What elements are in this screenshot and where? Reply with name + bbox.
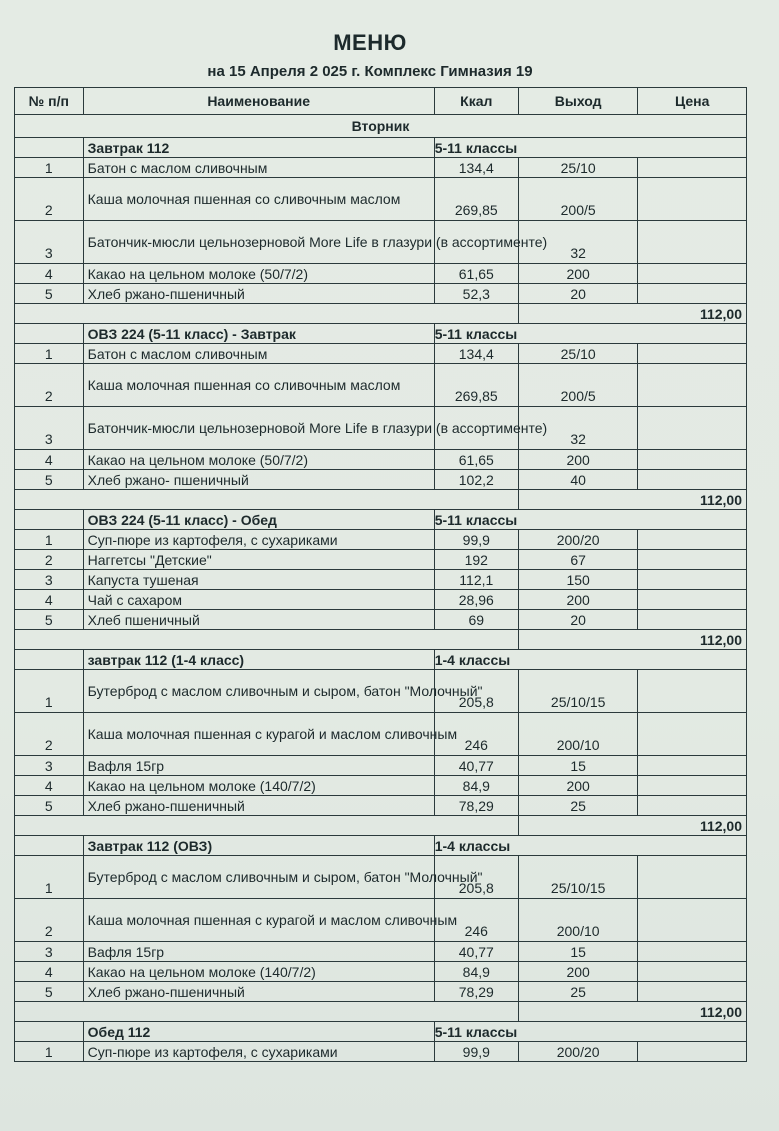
table-row [15,1042,747,1062]
item-kcal: 28,96 [434,590,518,610]
item-price [638,470,747,490]
item-name: Какао на цельном молоке (50/7/2) [83,264,434,284]
section-num-cell [15,324,84,344]
item-kcal: 134,4 [434,158,518,178]
item-name: Каша молочная пшенная со сливочным маслом [83,178,434,221]
section-total-row [15,304,747,324]
item-yield: 200 [518,962,638,982]
item-price [638,776,747,796]
section-total: 112,00 [518,1002,746,1022]
item-yield: 32 [518,221,638,264]
item-number: 3 [15,942,84,962]
table-row [15,962,747,982]
item-price [638,942,747,962]
section-header-row [15,1022,747,1042]
item-kcal: 246 [434,713,518,756]
item-kcal: 246 [434,899,518,942]
item-name: Вафля 15гр [83,942,434,962]
item-yield: 25/10 [518,158,638,178]
section-num-cell [15,138,84,158]
table-row [15,590,747,610]
item-number: 4 [15,962,84,982]
item-number: 4 [15,590,84,610]
item-price [638,407,747,450]
item-number: 5 [15,284,84,304]
section-num-cell [15,510,84,530]
item-name: Батончик-мюсли цельнозерновой More Life в глазури (в ассортименте) [83,407,434,450]
col-header-price: Цена [638,88,747,115]
col-header-name: Наименование [83,88,434,115]
table-row [15,570,747,590]
item-name: Хлеб пшеничный [83,610,434,630]
section-header-row [15,510,747,530]
table-row [15,264,747,284]
page-subtitle: на 15 Апреля 2 025 г. Комплекс Гимназия 19 [207,63,533,80]
item-number: 2 [15,178,84,221]
item-yield: 20 [518,284,638,304]
table-row [15,550,747,570]
table-row [15,856,747,899]
item-number: 2 [15,713,84,756]
table-row [15,221,747,264]
section-total: 112,00 [518,630,746,650]
item-name: Хлеб ржано- пшеничный [83,470,434,490]
total-blank-cell [15,304,519,324]
section-name: ОВЗ 224 (5-11 класс) - Завтрак [83,324,434,344]
item-name: Каша молочная пшенная с курагой и маслом сливочным [83,899,434,942]
table-row [15,610,747,630]
item-price [638,856,747,899]
item-name: Батон с маслом сливочным [83,158,434,178]
item-yield: 25/10 [518,344,638,364]
table-header-row [15,88,747,115]
item-yield: 200/20 [518,530,638,550]
item-kcal: 192 [434,550,518,570]
section-num-cell [15,836,84,856]
table-row [15,982,747,1002]
item-number: 5 [15,796,84,816]
item-number: 1 [15,1042,84,1062]
table-row [15,942,747,962]
item-price [638,221,747,264]
item-price [638,796,747,816]
section-num-cell [15,650,84,670]
item-name: Каша молочная пшенная с курагой и маслом сливочным [83,713,434,756]
item-yield: 200/10 [518,713,638,756]
item-number: 2 [15,550,84,570]
table-row [15,178,747,221]
item-kcal: 84,9 [434,776,518,796]
table-row [15,158,747,178]
section-classes: 1-4 классы [434,650,746,670]
item-yield: 25/10/15 [518,856,638,899]
table-row [15,670,747,713]
item-name: Наггетсы "Детские" [83,550,434,570]
item-yield: 25/10/15 [518,670,638,713]
section-total: 112,00 [518,816,746,836]
item-yield: 15 [518,756,638,776]
item-kcal: 69 [434,610,518,630]
item-number: 2 [15,364,84,407]
item-name: Какао на цельном молоке (140/7/2) [83,776,434,796]
item-number: 1 [15,344,84,364]
section-num-cell [15,1022,84,1042]
item-price [638,713,747,756]
total-blank-cell [15,816,519,836]
item-price [638,264,747,284]
section-total: 112,00 [518,490,746,510]
item-name: Батон с маслом сливочным [83,344,434,364]
item-kcal: 134,4 [434,344,518,364]
table-row [15,450,747,470]
item-number: 1 [15,530,84,550]
item-yield: 20 [518,610,638,630]
item-name: Батончик-мюсли цельнозерновой More Life в глазури (в ассортименте) [83,221,434,264]
item-price [638,1042,747,1062]
item-yield: 200/20 [518,1042,638,1062]
item-name: Бутерброд с маслом сливочным и сыром, батон "Молочный" [83,670,434,713]
item-kcal: 112,1 [434,570,518,590]
section-classes: 5-11 классы [434,324,746,344]
item-name: Чай с сахаром [83,590,434,610]
item-price [638,756,747,776]
section-classes: 5-11 классы [434,138,746,158]
item-price [638,962,747,982]
table-row [15,407,747,450]
item-yield: 200 [518,264,638,284]
section-total-row [15,490,747,510]
item-name: Каша молочная пшенная со сливочным маслом [83,364,434,407]
table-row [15,470,747,490]
item-kcal: 99,9 [434,1042,518,1062]
item-name: Какао на цельном молоке (50/7/2) [83,450,434,470]
item-name: Бутерброд с маслом сливочным и сыром, батон "Молочный" [83,856,434,899]
section-total-row [15,630,747,650]
table-row [15,344,747,364]
day-row [15,115,747,138]
item-yield: 200 [518,450,638,470]
item-name: Суп-пюре из картофеля, с сухариками [83,530,434,550]
item-kcal: 102,2 [434,470,518,490]
item-kcal: 205,8 [434,670,518,713]
item-yield: 32 [518,407,638,450]
item-number: 3 [15,407,84,450]
item-yield: 200 [518,590,638,610]
item-yield: 150 [518,570,638,590]
total-blank-cell [15,630,519,650]
item-number: 4 [15,776,84,796]
table-row [15,796,747,816]
item-yield: 200/10 [518,899,638,942]
section-total-row [15,816,747,836]
section-header-row [15,836,747,856]
item-price [638,530,747,550]
section-total: 112,00 [518,304,746,324]
item-number: 1 [15,158,84,178]
section-name: Завтрак 112 [83,138,434,158]
section-classes: 5-11 классы [434,1022,746,1042]
item-kcal: 61,65 [434,450,518,470]
item-price [638,178,747,221]
table-row [15,364,747,407]
section-total-row [15,1002,747,1022]
menu-body [15,115,747,1062]
col-header-yield: Выход [518,88,638,115]
item-price [638,284,747,304]
item-yield: 67 [518,550,638,570]
section-name: ОВЗ 224 (5-11 класс) - Обед [83,510,434,530]
item-price [638,670,747,713]
item-yield: 25 [518,982,638,1002]
section-classes: 5-11 классы [434,510,746,530]
item-yield: 200/5 [518,364,638,407]
item-kcal: 269,85 [434,178,518,221]
item-number: 4 [15,264,84,284]
item-name: Хлеб ржано-пшеничный [83,284,434,304]
item-number: 4 [15,450,84,470]
item-number: 3 [15,221,84,264]
section-header-row [15,324,747,344]
item-kcal: 61,65 [434,264,518,284]
table-row [15,756,747,776]
menu-table [14,87,747,1062]
item-name: Суп-пюре из картофеля, с сухариками [83,1042,434,1062]
item-price [638,899,747,942]
item-number: 1 [15,670,84,713]
item-yield: 200/5 [518,178,638,221]
table-row [15,776,747,796]
table-row [15,530,747,550]
item-kcal: 52,3 [434,284,518,304]
section-name: завтрак 112 (1-4 класс) [83,650,434,670]
item-number: 5 [15,470,84,490]
total-blank-cell [15,1002,519,1022]
page-title: МЕНЮ [333,30,407,55]
table-row [15,713,747,756]
item-number: 1 [15,856,84,899]
item-price [638,158,747,178]
item-number: 5 [15,610,84,630]
day-label: Вторник [15,115,747,138]
total-blank-cell [15,490,519,510]
item-kcal: 84,9 [434,962,518,982]
col-header-kcal: Ккал [434,88,518,115]
table-row [15,284,747,304]
col-header-num: № п/п [15,88,84,115]
item-kcal: 78,29 [434,982,518,1002]
item-number: 3 [15,756,84,776]
section-header-row [15,650,747,670]
item-price [638,982,747,1002]
item-price [638,344,747,364]
item-name: Хлеб ржано-пшеничный [83,796,434,816]
item-kcal: 78,29 [434,796,518,816]
item-name: Вафля 15гр [83,756,434,776]
item-price [638,364,747,407]
item-kcal: 269,85 [434,364,518,407]
table-row [15,899,747,942]
item-kcal: 40,77 [434,756,518,776]
item-price [638,610,747,630]
section-header-row [15,138,747,158]
item-price [638,570,747,590]
item-price [638,590,747,610]
item-kcal: 40,77 [434,942,518,962]
item-yield: 15 [518,942,638,962]
item-price [638,450,747,470]
item-yield: 40 [518,470,638,490]
item-name: Хлеб ржано-пшеничный [83,982,434,1002]
item-name: Какао на цельном молоке (140/7/2) [83,962,434,982]
section-name: Завтрак 112 (ОВЗ) [83,836,434,856]
item-number: 5 [15,982,84,1002]
item-price [638,550,747,570]
item-yield: 200 [518,776,638,796]
item-yield: 25 [518,796,638,816]
item-kcal: 99,9 [434,530,518,550]
item-name: Капуста тушеная [83,570,434,590]
item-number: 3 [15,570,84,590]
item-number: 2 [15,899,84,942]
item-kcal: 205,8 [434,856,518,899]
section-name: Обед 112 [83,1022,434,1042]
section-classes: 1-4 классы [434,836,746,856]
